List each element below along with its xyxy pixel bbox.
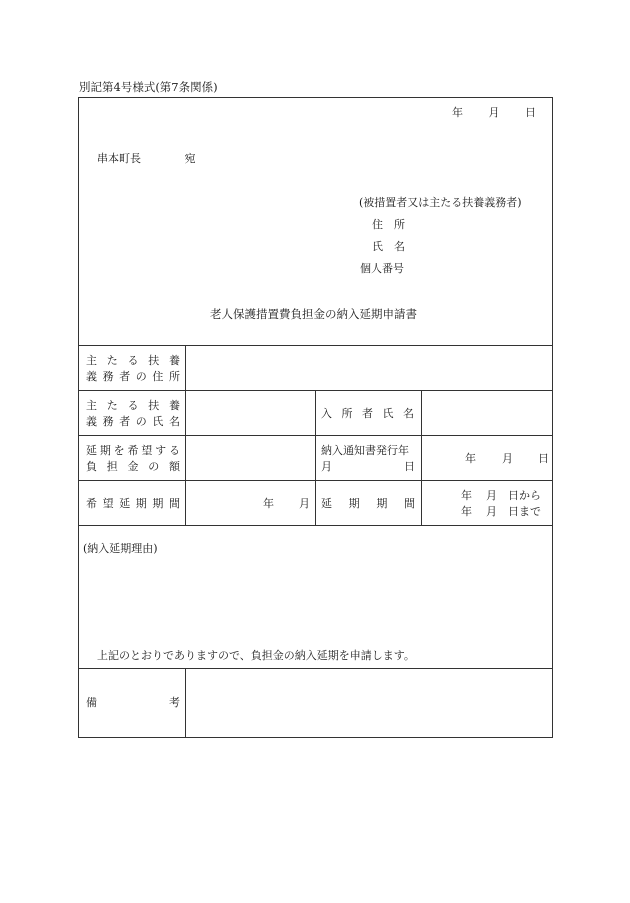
amount-label-line2: 負 担 金 の 額 [86,459,180,473]
addressee-town: 串本町長 [97,152,141,165]
personal-number-label: 個人番号 [360,262,404,275]
remarks-label-first: 備 [86,696,97,709]
resident-name-label-text: 入 所 者 氏 名 [321,406,414,420]
resident-name-label [321,391,414,435]
date-line [452,107,536,118]
guardian-name-label [86,391,180,435]
notice-issued-label-line2 [321,461,415,472]
form-label: 別記第4号様式(第7条関係) [79,80,218,94]
period-label-text: 延 期 期 間 [321,496,415,510]
remarks-label-second: 考 [169,696,180,709]
date-month: 月 [488,106,500,119]
period-from-day: 日から [508,489,541,502]
desired-period-label-text: 希 望 延 期 期 間 [86,496,180,510]
resident-name-field[interactable] [422,391,552,435]
reason-field[interactable] [79,560,552,640]
notice-date-field[interactable] [422,436,552,480]
amount-label-line1: 延 期 を 希 望 す る [86,443,180,457]
desired-period-year: 年 [263,497,274,510]
notice-issued-label [321,436,415,480]
amount-field[interactable] [186,436,315,480]
reason-label: (納入延期理由) [83,542,158,555]
period-to-year: 年 [461,505,472,518]
date-year: 年 [452,106,463,119]
period-to-month: 月 [486,505,497,518]
declaration: 上記のとおりでありますので、負担金の納入延期を申請します。 [97,649,415,662]
period-from-year: 年 [461,489,472,502]
guardian-name-label-line1: 主 た る 扶 養 [86,398,180,412]
desired-period-field[interactable] [186,481,315,525]
notice-issued-day: 日 [404,459,415,473]
guardian-address-label-line2: 義 務 者 の 住 所 [86,369,180,383]
period-from-month: 月 [486,489,497,502]
notice-date-day: 日 [538,452,549,465]
period-field[interactable] [422,481,552,525]
name-label: 氏 名 [372,240,405,253]
notice-date-month: 月 [502,452,513,465]
date-day: 日 [525,106,536,119]
guardian-address-label-line1: 主 た る 扶 養 [86,353,180,367]
guardian-address-field[interactable] [186,346,552,390]
period-to-day: 日まで [508,505,541,518]
desired-period-month: 月 [299,497,310,510]
desired-period-label [86,481,180,525]
address-label: 住 所 [372,218,405,231]
addressee [97,153,196,164]
amount-label [86,436,180,480]
notice-date-year: 年 [465,452,476,465]
applicant-heading: (被措置者又は主たる扶養義務者) [359,196,522,209]
form-title: 老人保護措置費負担金の納入延期申請書 [210,307,417,321]
notice-issued-month: 月 [321,459,332,473]
addressee-suffix: 宛 [184,152,196,165]
guardian-name-field[interactable] [186,391,315,435]
remarks-field[interactable] [186,669,552,737]
guardian-name-label-line2: 義 務 者 の 氏 名 [86,414,180,428]
remarks-label [86,697,180,709]
notice-issued-label-line1: 納入通知書発行年 [321,443,409,457]
period-label [321,481,415,525]
guardian-address-label [86,346,180,390]
